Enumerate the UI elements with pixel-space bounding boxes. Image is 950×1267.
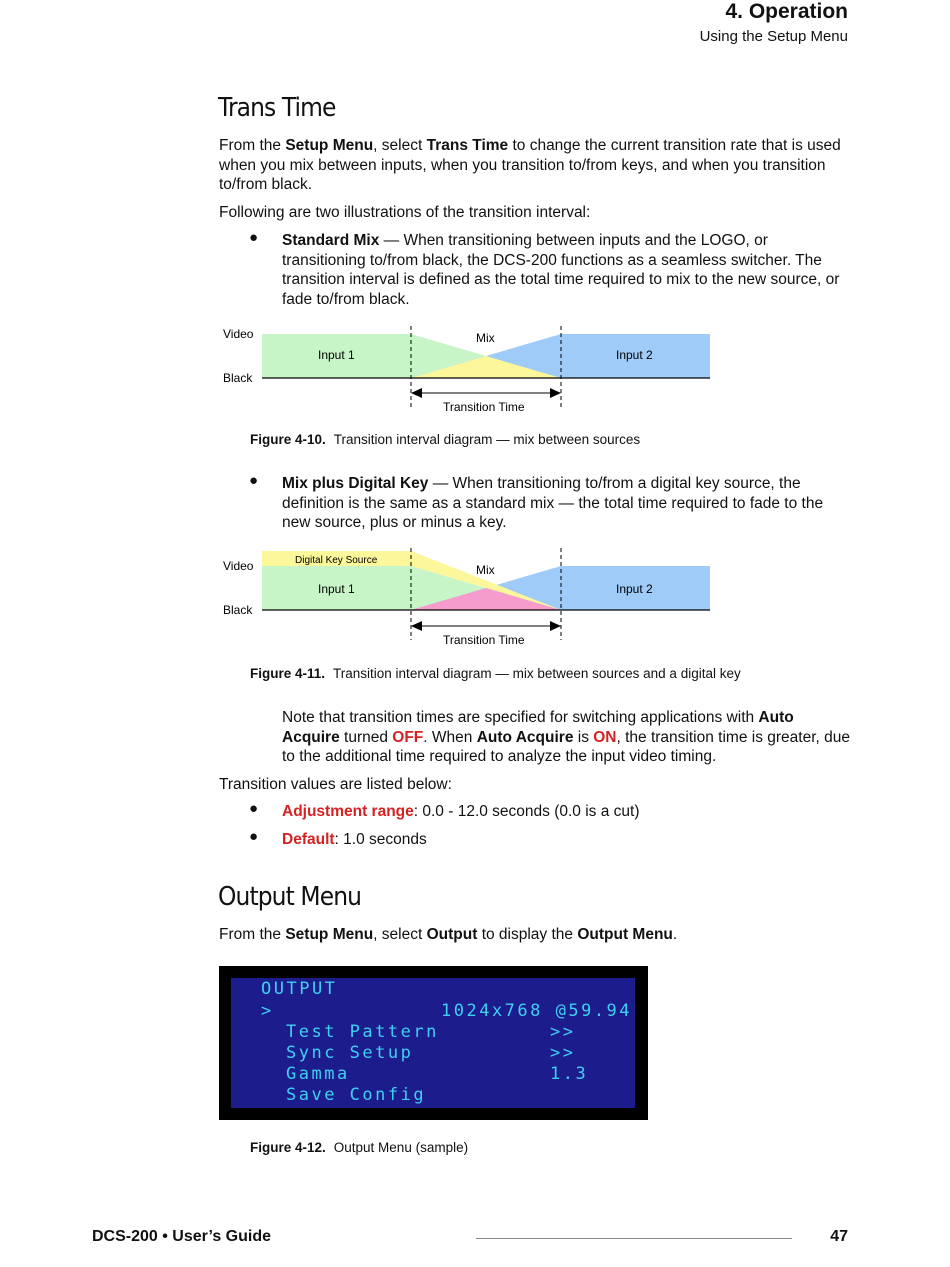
chapter-title: 4. Operation <box>725 0 848 23</box>
standard-mix-text: Standard Mix — When transitioning between inputs and the LOGO, or transitioning to/from black, the DCS-200 functions as a seamless switcher. The transition interval is defined as the total time required to mix to the new source, or fade to/from black. <box>282 232 840 308</box>
transition-time-label: Transition Time <box>443 400 525 414</box>
trans-time-intro: From the Setup Menu, select Trans Time to change the current transition rate that is used when you mix between inputs, when you transition to/from keys, and when you transition to/from black. <box>219 137 841 193</box>
lcd-cursor: > <box>261 1001 274 1021</box>
lcd-resolution: 1024x768 @59.94 <box>441 1001 633 1021</box>
bullet-icon: ● <box>249 472 259 489</box>
arrow-right-icon <box>550 621 561 631</box>
black-label: Black <box>223 603 253 617</box>
arrow-right-icon <box>550 388 561 398</box>
lcd-item-value: >> <box>550 1043 576 1063</box>
figure-4-10-caption: Figure 4-10. Transition interval diagram — mix between sources <box>250 432 641 447</box>
bullet-icon: ● <box>249 800 259 817</box>
figure-4-11-diagram <box>218 544 718 650</box>
footer-rule <box>476 1238 792 1239</box>
input1-label: Input 1 <box>318 582 355 596</box>
following-text: Following are two illustrations of the transition interval: <box>219 204 591 221</box>
output-menu-heading: Output Menu <box>218 882 362 912</box>
arrow-left-icon <box>411 388 422 398</box>
input2-label: Input 2 <box>616 582 653 596</box>
arrow-left-icon <box>411 621 422 631</box>
bullet-icon: ● <box>249 229 259 246</box>
output-menu-intro: From the Setup Menu, select Output to display the Output Menu. <box>219 926 678 943</box>
section-title: Using the Setup Menu <box>699 28 848 45</box>
black-label: Black <box>223 371 253 385</box>
video-label: Video <box>223 327 254 341</box>
trans-time-heading: Trans Time <box>218 93 336 123</box>
output-lcd-display <box>219 966 648 1120</box>
lcd-item-label: Gamma <box>286 1064 350 1084</box>
mix-plus-key-text: Mix plus Digital Key — When transitioning to/from a digital key source, the definition is the same as a standard mix — the total time required to fade to the new source, plus or minus a key. <box>282 475 824 531</box>
lcd-item-value: >> <box>550 1022 576 1042</box>
digital-key-label: Digital Key Source <box>295 555 378 566</box>
figure-4-10-diagram <box>218 322 718 418</box>
values-intro: Transition values are listed below: <box>219 776 452 793</box>
transition-time-label: Transition Time <box>443 633 525 647</box>
input1-label: Input 1 <box>318 348 355 362</box>
input2-label: Input 2 <box>616 348 653 362</box>
default-item: Default: 1.0 seconds <box>282 831 427 848</box>
adjustment-range-item: Adjustment range: 0.0 - 12.0 seconds (0.0 is a cut) <box>282 803 640 820</box>
figure-4-11-caption: Figure 4-11. Transition interval diagram — mix between sources and a digital key <box>250 666 741 681</box>
bullet-icon: ● <box>249 828 259 845</box>
lcd-screen <box>231 978 635 1108</box>
video-label: Video <box>223 559 254 573</box>
figure-4-12-caption: Figure 4-12. Output Menu (sample) <box>250 1140 469 1155</box>
mix-label: Mix <box>476 331 495 345</box>
page-number: 47 <box>830 1228 848 1245</box>
footer-product: DCS-200 • User’s Guide <box>92 1228 271 1245</box>
lcd-title: OUTPUT <box>261 979 338 999</box>
lcd-item-label: Save Config <box>286 1085 427 1105</box>
lcd-item-label: Test Pattern <box>286 1022 439 1042</box>
mix-label: Mix <box>476 563 495 577</box>
lcd-item-label: Sync Setup <box>286 1043 414 1063</box>
auto-acquire-note: Note that transition times are specified for switching applications with Auto Acquire turned OFF. When Auto Acquire is ON, the transition time is greater, due to the additional time required to analyze the input video timing. <box>282 709 850 765</box>
lcd-item-value: 1.3 <box>550 1064 589 1084</box>
